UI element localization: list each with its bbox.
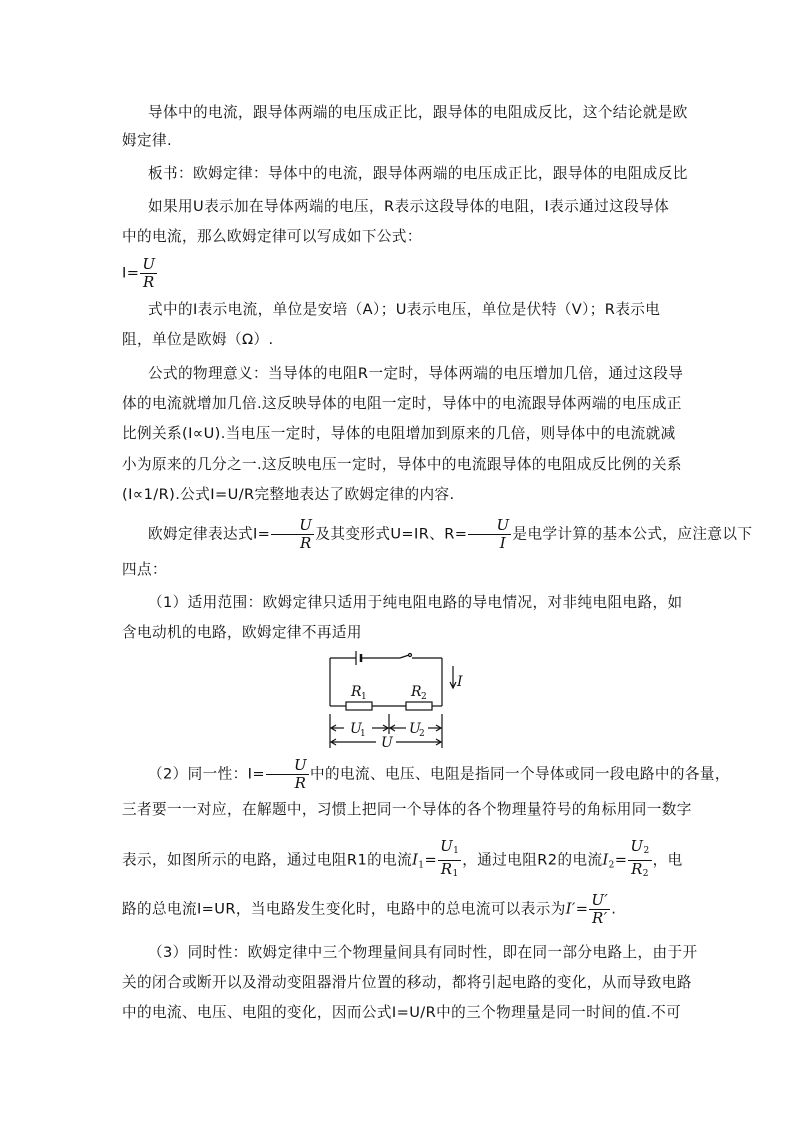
fraction-r2-den — [628, 861, 651, 883]
i2-equals: = — [614, 851, 628, 869]
u1-num-sub: 1 — [453, 846, 460, 856]
label-u1-sub: 1 — [360, 729, 366, 739]
switch-blade — [400, 655, 409, 658]
para-ohm-definition-line1: 导体中的电流，跟导体两端的电压成正比，跟导体的电阻成反比，这个结论就是欧 — [148, 104, 688, 121]
resistor-r2 — [406, 702, 432, 710]
board-note: 板书：欧姆定律：导体中的电流，跟导体两端的电压成正比，跟导体的电阻成反比 — [148, 165, 688, 182]
i2-symbol: I — [602, 851, 609, 869]
label-current-i: I — [457, 674, 463, 690]
iprime-symbol: I′ — [565, 900, 576, 918]
point2-text-a: （2）同一性：I= — [148, 765, 265, 783]
formula-denominator: R — [143, 273, 155, 291]
point2-f-num: U — [266, 757, 309, 775]
i1-equals: = — [424, 851, 438, 869]
label-r1-sub: 1 — [361, 692, 367, 702]
point1-line2: 含电动机的电路，欧姆定律不再适用 — [122, 624, 362, 641]
i1-symbol: I — [412, 851, 419, 869]
fraction-u1-r1 — [438, 838, 461, 883]
u2-num-sub: 2 — [643, 846, 650, 856]
point3-line2: 关的闭合或断开以及滑动变阻器滑片位置的移动，都将引起电路的变化，从而导致电路 — [122, 974, 692, 991]
ohm-formula — [122, 256, 682, 291]
r1-den-sub: 1 — [452, 869, 459, 879]
series-circuit-diagram — [320, 648, 472, 750]
expression-line2: 四点： — [122, 561, 167, 578]
r2-den-sub: 2 — [642, 869, 649, 879]
iprime-equals: = — [575, 900, 589, 918]
meaning-line2: 体的电流就增加几倍.这反映导体的电阻一定时，导体中的电流跟导体两端的电压成正 — [122, 395, 682, 412]
point2-line4 — [122, 892, 682, 927]
fraction-u2-r2 — [628, 838, 651, 883]
expression-text-a: 欧姆定律表达式I= — [148, 525, 271, 543]
expression-text-c: 是电学计算的基本公式，应注意以下 — [512, 525, 753, 543]
expression-f1-num: U — [271, 517, 314, 535]
meaning-line4: 小为原来的几分之一.这反映电压一定时，导体中的电流跟导体的电阻成反比例的关系 — [122, 456, 682, 473]
point2-line4-text-b: . — [611, 900, 617, 918]
point2-line3-text-c: ，电 — [652, 851, 683, 869]
label-u-total: U — [381, 735, 393, 750]
para-symbols-line1: 如果用U表示加在导体两端的电压，R表示这段导体的电阻，I表示通过这段导体 — [148, 198, 670, 215]
label-u1-letter: U — [350, 721, 362, 737]
point2-line1 — [122, 756, 730, 792]
expression-fraction-ur — [271, 517, 314, 552]
expression-f1-den: R — [299, 534, 312, 552]
label-r1-letter: R — [351, 684, 362, 700]
meaning-line5: (I∝1/R).公式I=U/R完整地表达了欧姆定律的内容. — [122, 486, 455, 503]
fraction-u1-num — [438, 838, 461, 861]
expression-fraction-ui — [468, 517, 511, 552]
para-units-line2: 阻，单位是欧姆（Ω）. — [122, 331, 274, 348]
para-symbols-line2: 中的电流，那么欧姆定律可以写成如下公式： — [122, 228, 422, 245]
i2-subscript: 2 — [608, 860, 615, 871]
expression-f2-num: U — [468, 517, 511, 535]
switch-contact — [409, 654, 412, 657]
formula-fraction — [140, 256, 157, 291]
expression-line1 — [122, 516, 753, 552]
r1-letter: R — [440, 860, 453, 878]
label-u2-letter: U — [409, 721, 421, 737]
point2-line2: 三者要一一对应，在解题中，习惯上把同一个导体的各个物理量符号的角标用同一数字 — [122, 801, 692, 818]
point2-line4-text-a: 路的总电流I=UR，当电路发生变化时，电路中的总电流可以表示为 — [122, 900, 566, 918]
point2-fraction-ur — [266, 757, 309, 792]
u1-letter: U — [440, 837, 454, 855]
label-u2-sub: 2 — [419, 729, 425, 739]
point2-text-b: 中的电流、电压、电阻是指同一个导体或同一段电路中的各量， — [310, 765, 730, 783]
i1-subscript: 1 — [418, 860, 425, 871]
label-r2-sub: 2 — [421, 692, 427, 702]
expression-f2-den: I — [499, 534, 507, 552]
point2-line3-text-a: 表示，如图所示的电路，通过电阻R1的电流 — [122, 851, 413, 869]
point2-line3 — [122, 838, 682, 883]
fraction-uprime-num: U′ — [591, 891, 609, 909]
fraction-uprime-rprime — [589, 892, 610, 927]
formula-lhs: I= — [122, 264, 140, 282]
point2-f-den: R — [294, 774, 307, 792]
expression-text-b: 及其变形式U=IR、R= — [315, 525, 468, 543]
point3-line3: 中的电流、电压、电阻的变化，因而公式I=U/R中的三个物理量是同一时间的值.不可 — [122, 1004, 682, 1021]
point1-line1: （1）适用范围：欧姆定律只适用于纯电阻电路的导电情况，对非纯电阻电路，如 — [148, 594, 683, 611]
fraction-r1-den — [438, 861, 461, 883]
u2-letter: U — [630, 837, 644, 855]
meaning-line1: 公式的物理意义：当导体的电阻R一定时，导体两端的电压增加几倍，通过这段导 — [148, 365, 684, 382]
point2-line3-text-b: ，通过电阻R2的电流 — [462, 851, 603, 869]
r2-letter: R — [631, 860, 643, 878]
para-units-line1: 式中的I表示电流，单位是安培（A）；U表示电压，单位是伏特（V）；R表示电 — [148, 301, 661, 318]
meaning-line3: 比例关系(I∝U).当电压一定时，导体的电阻增加到原来的几倍，则导体中的电流就减 — [122, 425, 676, 442]
resistor-r1 — [346, 702, 372, 710]
formula-numerator: U — [142, 255, 156, 273]
para-ohm-definition-line2: 姆定律. — [122, 132, 173, 149]
fraction-rprime-den: R′ — [592, 909, 608, 927]
label-r2-letter: R — [411, 684, 422, 700]
fraction-u2-num — [628, 838, 651, 861]
point3-line1: （3）同时性：欧姆定律中三个物理量间具有同时性，即在同一部分电路上，由于开 — [148, 944, 698, 961]
